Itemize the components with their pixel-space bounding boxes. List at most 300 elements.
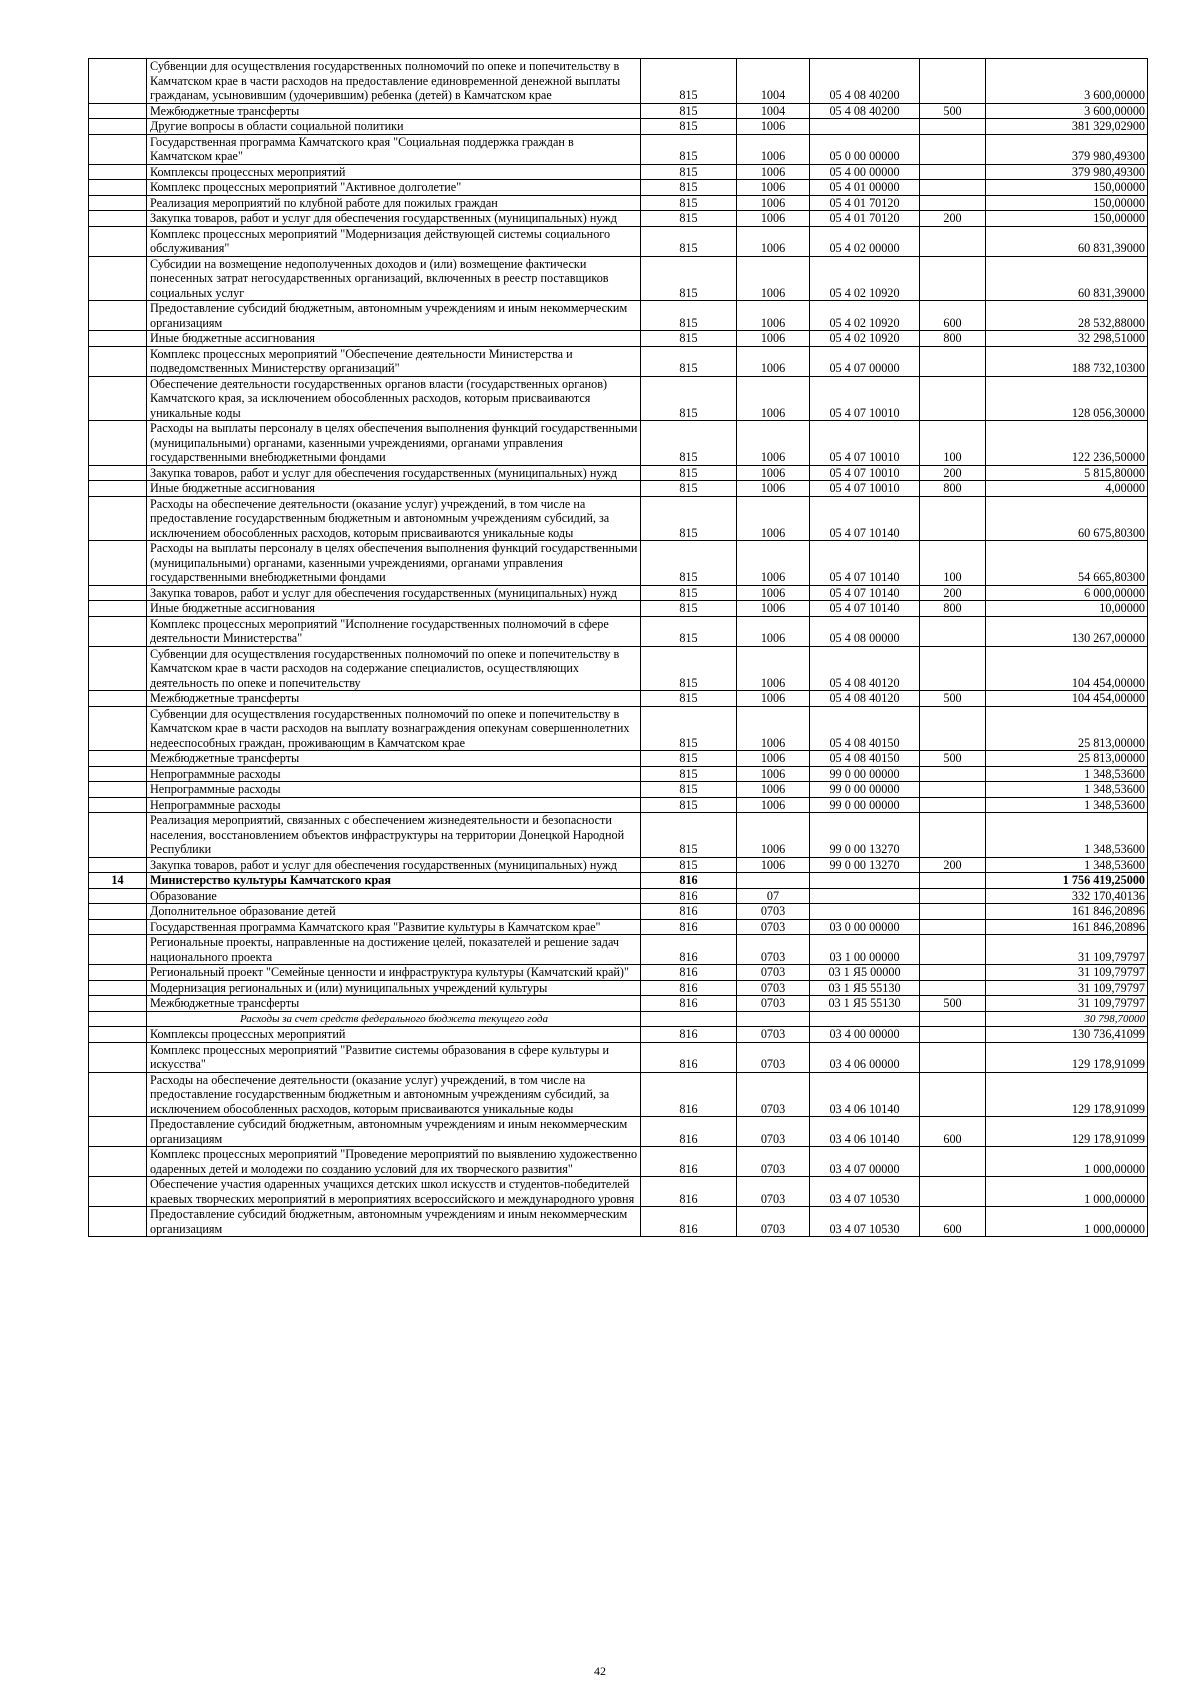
grbs-code-cell: 816 — [641, 965, 737, 981]
amount-cell: 1 348,53600 — [986, 782, 1148, 798]
grbs-code-cell: 815 — [641, 857, 737, 873]
section-code-cell: 1006 — [737, 646, 810, 691]
expense-type-cell: 200 — [920, 211, 986, 227]
item-name-cell: Государственная программа Камчатского края "Развитие культуры в Камчатском крае" — [147, 919, 641, 935]
budget-table-body — [89, 59, 1148, 1237]
expense-type-cell — [920, 646, 986, 691]
target-article-cell: 05 4 07 10140 — [810, 585, 920, 601]
grbs-code-cell: 816 — [641, 888, 737, 904]
target-article-cell: 99 0 00 13270 — [810, 857, 920, 873]
table-row — [89, 996, 1148, 1012]
section-code-cell: 1006 — [737, 857, 810, 873]
grbs-code-cell: 816 — [641, 1072, 737, 1117]
row-number-cell — [89, 1147, 147, 1177]
expense-type-cell: 800 — [920, 331, 986, 347]
section-code-cell: 0703 — [737, 935, 810, 965]
grbs-code-cell: 815 — [641, 346, 737, 376]
table-row — [89, 888, 1148, 904]
target-article-cell: 05 0 00 00000 — [810, 134, 920, 164]
target-article-cell: 03 4 07 10530 — [810, 1177, 920, 1207]
item-name-cell: Комплекс процессных мероприятий "Проведение мероприятий по выявлению художественно одаренных детей и молодежи по созданию условий для их творческого развития" — [147, 1147, 641, 1177]
target-article-cell: 05 4 00 00000 — [810, 164, 920, 180]
table-row — [89, 616, 1148, 646]
item-name-cell: Субвенции для осуществления государственных полномочий по опеке и попечительству в Камчатском крае в части расходов на выплату вознаграждения опекунам совершеннолетних недееспособных граждан, проживающим в Камчатском крае — [147, 706, 641, 751]
section-code-cell: 0703 — [737, 1117, 810, 1147]
expense-type-cell: 500 — [920, 691, 986, 707]
item-name-cell: Комплекс процессных мероприятий "Модернизация действующей системы социального обслуживания" — [147, 226, 641, 256]
expense-type-cell — [920, 164, 986, 180]
table-row — [89, 935, 1148, 965]
expense-type-cell — [920, 706, 986, 751]
grbs-code-cell: 816 — [641, 873, 737, 889]
target-article-cell: 03 0 00 00000 — [810, 919, 920, 935]
table-row — [89, 195, 1148, 211]
item-name-cell: Комплекс процессных мероприятий "Активное долголетие" — [147, 180, 641, 196]
grbs-code-cell: 815 — [641, 797, 737, 813]
expense-type-cell — [920, 376, 986, 421]
amount-cell: 104 454,00000 — [986, 646, 1148, 691]
item-name-cell: Дополнительное образование детей — [147, 904, 641, 920]
item-name-cell: Закупка товаров, работ и услуг для обеспечения государственных (муниципальных) нужд — [147, 857, 641, 873]
grbs-code-cell: 816 — [641, 1117, 737, 1147]
table-row — [89, 585, 1148, 601]
amount-cell: 130 267,00000 — [986, 616, 1148, 646]
section-code-cell: 0703 — [737, 1147, 810, 1177]
target-article-cell: 05 4 07 00000 — [810, 346, 920, 376]
table-row — [89, 164, 1148, 180]
table-row — [89, 180, 1148, 196]
amount-cell: 31 109,79797 — [986, 935, 1148, 965]
grbs-code-cell: 815 — [641, 134, 737, 164]
grbs-code-cell: 816 — [641, 1177, 737, 1207]
expense-type-cell — [920, 965, 986, 981]
target-article-cell: 03 1 Я5 00000 — [810, 965, 920, 981]
target-article-cell: 05 4 02 10920 — [810, 256, 920, 301]
amount-cell: 60 675,80300 — [986, 496, 1148, 541]
grbs-code-cell: 815 — [641, 813, 737, 858]
table-row — [89, 59, 1148, 104]
row-number-cell — [89, 797, 147, 813]
expense-type-cell — [920, 195, 986, 211]
section-code-cell: 1006 — [737, 766, 810, 782]
row-number-cell — [89, 1072, 147, 1117]
table-row — [89, 346, 1148, 376]
item-name-cell: Закупка товаров, работ и услуг для обеспечения государственных (муниципальных) нужд — [147, 211, 641, 227]
row-number-cell — [89, 346, 147, 376]
amount-cell: 130 736,41099 — [986, 1027, 1148, 1043]
grbs-code-cell: 815 — [641, 585, 737, 601]
amount-cell: 1 348,53600 — [986, 813, 1148, 858]
amount-cell: 25 813,00000 — [986, 751, 1148, 767]
amount-cell: 1 000,00000 — [986, 1207, 1148, 1237]
row-number-cell — [89, 766, 147, 782]
amount-cell: 1 348,53600 — [986, 766, 1148, 782]
row-number-cell — [89, 195, 147, 211]
expense-type-cell — [920, 1011, 986, 1027]
amount-cell: 379 980,49300 — [986, 164, 1148, 180]
section-code-cell: 0703 — [737, 1027, 810, 1043]
row-number-cell — [89, 541, 147, 586]
expense-type-cell — [920, 346, 986, 376]
section-code-cell: 1006 — [737, 134, 810, 164]
table-row — [89, 119, 1148, 135]
expense-type-cell — [920, 782, 986, 798]
target-article-cell: 05 4 07 10010 — [810, 421, 920, 466]
target-article-cell — [810, 888, 920, 904]
item-name-cell: Иные бюджетные ассигнования — [147, 601, 641, 617]
table-row — [89, 601, 1148, 617]
expense-type-cell — [920, 797, 986, 813]
section-code-cell: 1006 — [737, 421, 810, 466]
section-code-cell: 1006 — [737, 346, 810, 376]
amount-cell: 31 109,79797 — [986, 996, 1148, 1012]
target-article-cell: 05 4 07 10140 — [810, 541, 920, 586]
row-number-cell — [89, 601, 147, 617]
row-number-cell — [89, 980, 147, 996]
grbs-code-cell: 815 — [641, 421, 737, 466]
item-name-cell: Иные бюджетные ассигнования — [147, 331, 641, 347]
section-code-cell: 1006 — [737, 782, 810, 798]
section-code-cell: 1006 — [737, 211, 810, 227]
section-code-cell: 1006 — [737, 496, 810, 541]
section-code-cell: 0703 — [737, 1042, 810, 1072]
section-code-cell: 1004 — [737, 59, 810, 104]
section-code-cell: 1006 — [737, 481, 810, 497]
row-number-cell — [89, 481, 147, 497]
target-article-cell: 05 4 08 40200 — [810, 59, 920, 104]
expense-type-cell: 100 — [920, 421, 986, 466]
grbs-code-cell: 815 — [641, 103, 737, 119]
table-row — [89, 331, 1148, 347]
grbs-code-cell: 816 — [641, 935, 737, 965]
amount-cell: 10,00000 — [986, 601, 1148, 617]
expense-type-cell — [920, 1042, 986, 1072]
expense-type-cell: 600 — [920, 301, 986, 331]
row-number-cell — [89, 103, 147, 119]
row-number-cell — [89, 134, 147, 164]
target-article-cell: 99 0 00 00000 — [810, 782, 920, 798]
grbs-code-cell: 815 — [641, 180, 737, 196]
row-number-cell — [89, 935, 147, 965]
target-article-cell: 03 1 Я5 55130 — [810, 996, 920, 1012]
grbs-code-cell: 815 — [641, 481, 737, 497]
target-article-cell: 05 4 01 70120 — [810, 195, 920, 211]
amount-cell: 129 178,91099 — [986, 1072, 1148, 1117]
grbs-code-cell: 815 — [641, 496, 737, 541]
table-row — [89, 496, 1148, 541]
grbs-code-cell: 816 — [641, 980, 737, 996]
section-code-cell — [737, 873, 810, 889]
expense-type-cell: 500 — [920, 103, 986, 119]
amount-cell: 1 348,53600 — [986, 857, 1148, 873]
item-name-cell: Реализация мероприятий, связанных с обеспечением жизнедеятельности и безопасности населения, восстановлением объектов инфраструктуры на территории Донецкой Народной Республики — [147, 813, 641, 858]
amount-cell: 150,00000 — [986, 211, 1148, 227]
row-number-cell — [89, 857, 147, 873]
target-article-cell — [810, 904, 920, 920]
expense-type-cell — [920, 980, 986, 996]
expense-type-cell — [920, 256, 986, 301]
amount-cell: 31 109,79797 — [986, 980, 1148, 996]
row-number-cell — [89, 1011, 147, 1027]
target-article-cell: 05 4 02 10920 — [810, 331, 920, 347]
table-row — [89, 541, 1148, 586]
grbs-code-cell: 815 — [641, 164, 737, 180]
amount-cell: 379 980,49300 — [986, 134, 1148, 164]
section-code-cell: 1006 — [737, 331, 810, 347]
grbs-code-cell: 815 — [641, 782, 737, 798]
amount-cell: 5 815,80000 — [986, 465, 1148, 481]
section-code-cell: 0703 — [737, 904, 810, 920]
item-name-cell: Межбюджетные трансферты — [147, 996, 641, 1012]
expense-type-cell — [920, 616, 986, 646]
expense-type-cell — [920, 119, 986, 135]
amount-cell: 60 831,39000 — [986, 226, 1148, 256]
amount-cell: 3 600,00000 — [986, 103, 1148, 119]
target-article-cell: 99 0 00 13270 — [810, 813, 920, 858]
target-article-cell: 05 4 07 10010 — [810, 465, 920, 481]
row-number-cell — [89, 164, 147, 180]
expense-type-cell: 200 — [920, 585, 986, 601]
item-name-cell: Непрограммные расходы — [147, 766, 641, 782]
expense-type-cell — [920, 919, 986, 935]
target-article-cell: 05 4 08 40150 — [810, 751, 920, 767]
grbs-code-cell: 816 — [641, 1147, 737, 1177]
table-row — [89, 965, 1148, 981]
row-number-cell — [89, 691, 147, 707]
target-article-cell: 03 4 06 00000 — [810, 1042, 920, 1072]
expense-type-cell — [920, 935, 986, 965]
target-article-cell: 99 0 00 00000 — [810, 797, 920, 813]
section-code-cell — [737, 1011, 810, 1027]
section-code-cell: 0703 — [737, 919, 810, 935]
expense-type-cell — [920, 904, 986, 920]
item-name-cell: Межбюджетные трансферты — [147, 103, 641, 119]
amount-cell: 128 056,30000 — [986, 376, 1148, 421]
amount-cell: 25 813,00000 — [986, 706, 1148, 751]
table-row — [89, 919, 1148, 935]
expense-type-cell — [920, 59, 986, 104]
table-row — [89, 1117, 1148, 1147]
item-name-cell: Расходы на выплаты персоналу в целях обеспечения выполнения функций государственными (муниципальными) органами, казенными учреждениями, органами управления государственными внебюджетными фондами — [147, 421, 641, 466]
section-code-cell: 0703 — [737, 1177, 810, 1207]
row-number-cell — [89, 782, 147, 798]
target-article-cell: 05 4 07 10140 — [810, 496, 920, 541]
amount-cell: 32 298,51000 — [986, 331, 1148, 347]
row-number-cell — [89, 919, 147, 935]
section-code-cell: 1006 — [737, 541, 810, 586]
section-code-cell: 1006 — [737, 813, 810, 858]
target-article-cell: 05 4 07 10010 — [810, 376, 920, 421]
item-name-cell: Государственная программа Камчатского края "Социальная поддержка граждан в Камчатском крае" — [147, 134, 641, 164]
section-code-cell: 0703 — [737, 980, 810, 996]
item-name-cell: Иные бюджетные ассигнования — [147, 481, 641, 497]
row-number-cell — [89, 585, 147, 601]
table-row — [89, 706, 1148, 751]
amount-cell: 122 236,50000 — [986, 421, 1148, 466]
table-row — [89, 421, 1148, 466]
section-code-cell: 0703 — [737, 1207, 810, 1237]
expense-type-cell: 200 — [920, 465, 986, 481]
target-article-cell: 03 4 06 10140 — [810, 1072, 920, 1117]
section-code-cell: 1006 — [737, 256, 810, 301]
target-article-cell: 03 4 00 00000 — [810, 1027, 920, 1043]
table-row — [89, 1072, 1148, 1117]
target-article-cell: 03 1 00 00000 — [810, 935, 920, 965]
table-row — [89, 376, 1148, 421]
expense-type-cell — [920, 1027, 986, 1043]
amount-cell: 129 178,91099 — [986, 1042, 1148, 1072]
table-row — [89, 904, 1148, 920]
grbs-code-cell: 815 — [641, 646, 737, 691]
table-row — [89, 226, 1148, 256]
row-number-cell — [89, 496, 147, 541]
amount-cell: 104 454,00000 — [986, 691, 1148, 707]
target-article-cell: 03 1 Я5 55130 — [810, 980, 920, 996]
row-number-cell — [89, 616, 147, 646]
amount-cell: 1 756 419,25000 — [986, 873, 1148, 889]
row-number-cell — [89, 706, 147, 751]
item-name-cell: Министерство культуры Камчатского края — [147, 873, 641, 889]
target-article-cell: 03 4 07 10530 — [810, 1207, 920, 1237]
row-number-cell — [89, 421, 147, 466]
grbs-code-cell: 815 — [641, 541, 737, 586]
target-article-cell: 05 4 02 10920 — [810, 301, 920, 331]
table-row — [89, 301, 1148, 331]
item-name-cell: Закупка товаров, работ и услуг для обеспечения государственных (муниципальных) нужд — [147, 465, 641, 481]
target-article-cell: 05 4 08 00000 — [810, 616, 920, 646]
item-name-cell: Межбюджетные трансферты — [147, 751, 641, 767]
table-row — [89, 980, 1148, 996]
expense-type-cell — [920, 134, 986, 164]
item-name-cell: Расходы на выплаты персоналу в целях обеспечения выполнения функций государственными (муниципальными) органами, казенными учреждениями, органами управления государственными внебюджетными фондами — [147, 541, 641, 586]
table-row — [89, 751, 1148, 767]
item-name-cell: Комплексы процессных мероприятий — [147, 1027, 641, 1043]
section-code-cell: 1006 — [737, 376, 810, 421]
amount-cell: 161 846,20896 — [986, 919, 1148, 935]
item-name-cell: Субвенции для осуществления государственных полномочий по опеке и попечительству в Камчатском крае в части расходов на предоставление единовременной денежной выплаты гражданам, усыновившим (удочерившим) ребенка (детей) в Камчатском крае — [147, 59, 641, 104]
table-row — [89, 646, 1148, 691]
grbs-code-cell: 816 — [641, 1042, 737, 1072]
expense-type-cell: 500 — [920, 751, 986, 767]
grbs-code-cell: 815 — [641, 751, 737, 767]
expense-type-cell — [920, 1177, 986, 1207]
amount-cell: 381 329,02900 — [986, 119, 1148, 135]
section-code-cell: 1006 — [737, 180, 810, 196]
target-article-cell — [810, 119, 920, 135]
row-number-cell — [89, 331, 147, 347]
grbs-code-cell: 816 — [641, 1207, 737, 1237]
row-number-cell — [89, 376, 147, 421]
item-name-cell: Межбюджетные трансферты — [147, 691, 641, 707]
grbs-code-cell: 815 — [641, 301, 737, 331]
section-code-cell: 1006 — [737, 797, 810, 813]
table-row — [89, 211, 1148, 227]
expense-type-cell — [920, 226, 986, 256]
item-name-cell: Субвенции для осуществления государственных полномочий по опеке и попечительству в Камчатском крае в части расходов на содержание специалистов, осуществляющих деятельность по опеке и попечительству — [147, 646, 641, 691]
grbs-code-cell: 816 — [641, 1027, 737, 1043]
item-name-cell: Комплекс процессных мероприятий "Развитие системы образования в сфере культуры и искусства" — [147, 1042, 641, 1072]
section-code-cell: 0703 — [737, 965, 810, 981]
target-article-cell: 05 4 02 00000 — [810, 226, 920, 256]
section-code-cell: 1006 — [737, 195, 810, 211]
row-number-cell — [89, 751, 147, 767]
expense-type-cell — [920, 1072, 986, 1117]
target-article-cell — [810, 873, 920, 889]
table-row — [89, 782, 1148, 798]
row-number-cell — [89, 1177, 147, 1207]
item-name-cell: Субсидии на возмещение недополученных доходов и (или) возмещение фактически понесенных затрат негосударственных организаций, включенных в реестр поставщиков социальных услуг — [147, 256, 641, 301]
expense-type-cell — [920, 813, 986, 858]
row-number-cell — [89, 1027, 147, 1043]
expense-type-cell — [920, 1147, 986, 1177]
row-number-cell — [89, 301, 147, 331]
grbs-code-cell: 815 — [641, 706, 737, 751]
table-row — [89, 1027, 1148, 1043]
item-name-cell: Непрограммные расходы — [147, 782, 641, 798]
amount-cell: 54 665,80300 — [986, 541, 1148, 586]
grbs-code-cell: 815 — [641, 766, 737, 782]
table-row — [89, 1147, 1148, 1177]
expense-type-cell: 600 — [920, 1207, 986, 1237]
section-code-cell: 1006 — [737, 465, 810, 481]
target-article-cell: 05 4 07 10010 — [810, 481, 920, 497]
item-name-cell: Обеспечение деятельности государственных органов власти (государственных органов) Камчатского края, за исключением обособленных расходов, которым присваиваются уникальные коды — [147, 376, 641, 421]
grbs-code-cell: 815 — [641, 119, 737, 135]
amount-cell: 1 000,00000 — [986, 1147, 1148, 1177]
grbs-code-cell: 815 — [641, 59, 737, 104]
expense-type-cell: 800 — [920, 481, 986, 497]
section-code-cell: 1006 — [737, 164, 810, 180]
section-code-cell: 0703 — [737, 996, 810, 1012]
amount-cell: 60 831,39000 — [986, 256, 1148, 301]
item-name-cell: Расходы на обеспечение деятельности (оказание услуг) учреждений, в том числе на предоставление государственным бюджетным и автономным учреждениям субсидий, за исключением обособленных расходов, которым присваиваются уникальные коды — [147, 496, 641, 541]
grbs-code-cell: 816 — [641, 919, 737, 935]
item-name-cell: Комплекс процессных мероприятий "Обеспечение деятельности Министерства и подведомственных Министерству организаций" — [147, 346, 641, 376]
grbs-code-cell: 815 — [641, 331, 737, 347]
table-row — [89, 857, 1148, 873]
target-article-cell: 05 4 08 40200 — [810, 103, 920, 119]
expense-type-cell — [920, 766, 986, 782]
item-name-cell: Закупка товаров, работ и услуг для обеспечения государственных (муниципальных) нужд — [147, 585, 641, 601]
row-number-cell: 14 — [89, 873, 147, 889]
expense-type-cell — [920, 180, 986, 196]
amount-cell: 1 348,53600 — [986, 797, 1148, 813]
item-name-cell: Непрограммные расходы — [147, 797, 641, 813]
grbs-code-cell: 815 — [641, 195, 737, 211]
item-name-cell: Комплексы процессных мероприятий — [147, 164, 641, 180]
grbs-code-cell: 815 — [641, 465, 737, 481]
section-code-cell: 07 — [737, 888, 810, 904]
grbs-code-cell: 815 — [641, 256, 737, 301]
table-row — [89, 1042, 1148, 1072]
item-name-cell: Комплекс процессных мероприятий "Исполнение государственных полномочий в сфере деятельности Министерства" — [147, 616, 641, 646]
table-row — [89, 766, 1148, 782]
grbs-code-cell: 815 — [641, 226, 737, 256]
amount-cell: 31 109,79797 — [986, 965, 1148, 981]
table-row — [89, 813, 1148, 858]
ministry-row — [89, 873, 1148, 889]
section-code-cell: 1006 — [737, 751, 810, 767]
expense-type-cell — [920, 496, 986, 541]
expense-type-cell: 500 — [920, 996, 986, 1012]
row-number-cell — [89, 646, 147, 691]
section-code-cell: 1006 — [737, 691, 810, 707]
table-row — [89, 1207, 1148, 1237]
row-number-cell — [89, 813, 147, 858]
item-name-cell: Предоставление субсидий бюджетным, автономным учреждениям и иным некоммерческим организациям — [147, 1117, 641, 1147]
section-code-cell: 1006 — [737, 616, 810, 646]
section-code-cell: 1004 — [737, 103, 810, 119]
